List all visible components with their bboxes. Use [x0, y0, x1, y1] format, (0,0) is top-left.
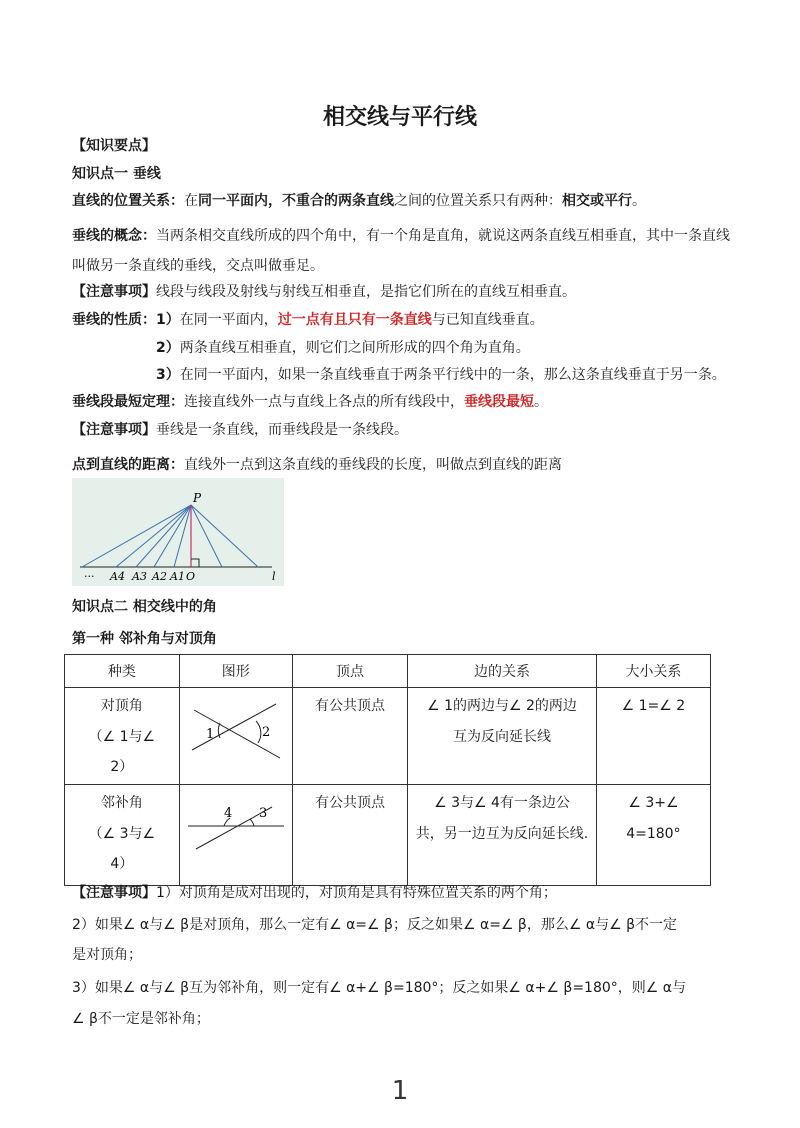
- size-line-1: ∠ 3+∠: [628, 795, 679, 811]
- page-number: 1: [391, 1076, 409, 1106]
- notes-label: 【注意事项】: [72, 885, 156, 901]
- concept-label: 垂线的概念：: [72, 228, 156, 244]
- concept-line-1: [72, 226, 730, 246]
- kind-line-3: 4）: [110, 856, 134, 872]
- position-text-2: 之间的位置关系只有两种：: [394, 193, 562, 209]
- size-line-2: 4=180°: [626, 826, 681, 842]
- property-line-3: [156, 365, 726, 385]
- label-a3: A3: [132, 570, 147, 583]
- note1-line: [72, 282, 576, 302]
- perpendicular-distance-diagram: [72, 478, 284, 586]
- property-label: 垂线的性质：: [72, 312, 156, 328]
- notes-line-5: ∠ β不一定是邻补角；: [72, 1011, 210, 1027]
- edge-line-2: 共，另一边互为反向延长线.: [415, 826, 589, 842]
- type-heading: 第一种 邻补角与对顶角: [72, 631, 217, 647]
- notes-text-1: 1）对顶角是成对出现的，对顶角是具有特殊位置关系的两个角；: [156, 885, 557, 901]
- prop1-text-2: 与已知直线垂直。: [431, 312, 544, 328]
- size-line-1: ∠ 1=∠ 2: [621, 698, 686, 714]
- shortest-text: 连接直线外一点与直线上各点的所有线段中，: [184, 394, 464, 410]
- prop1-red: 过一点有且只有一条直线: [277, 312, 432, 328]
- label-a4: A4: [110, 570, 125, 583]
- header-vertex: 顶点: [292, 655, 408, 688]
- position-text-3: 。: [632, 193, 646, 209]
- adjacent-angles-figure: [180, 785, 292, 881]
- ray-right-2: [191, 505, 258, 567]
- prop1-num: 1）: [156, 312, 180, 328]
- point2-heading: 知识点二 相交线中的角: [72, 599, 217, 615]
- distance-line: [72, 455, 562, 475]
- cell-size-relation: [596, 785, 710, 886]
- cell-figure: [179, 688, 292, 785]
- shortest-line: [72, 392, 548, 412]
- concept-line-2: 叫做另一条直线的垂线，交点叫做垂足。: [72, 258, 324, 274]
- note2-line: [72, 420, 408, 440]
- angles-table: [64, 654, 711, 886]
- arc-angle-2: [256, 721, 261, 743]
- page-title: 相交线与平行线: [322, 105, 477, 130]
- label-dots: ···: [84, 570, 95, 583]
- ray-a4: [116, 505, 191, 567]
- right-angle-mark: [191, 559, 199, 567]
- position-label: 直线的位置关系：: [72, 193, 184, 209]
- ray-right-1: [191, 505, 222, 567]
- notes-line-3: 是对顶角；: [72, 947, 142, 963]
- kind-line-1: 对顶角: [100, 698, 143, 714]
- vertical-angles-figure: [180, 688, 292, 780]
- notes-line-2: 2）如果∠ α与∠ β是对顶角，那么一定有∠ α=∠ β；反之如果∠ α=∠ β，那么∠ α与∠ β不一定: [72, 917, 678, 933]
- note1-label: 【注意事项】: [72, 284, 156, 300]
- cell-vertex: [292, 688, 408, 785]
- cell-kind: [65, 688, 180, 785]
- header-edge-relation: 边的关系: [408, 655, 597, 688]
- cell-figure: [179, 785, 292, 886]
- kind-line-1: 邻补角: [100, 795, 143, 811]
- label-l: l: [272, 570, 276, 583]
- prop2-text: 两条直线互相垂直，则它们之间所形成的四个角为直角。: [179, 340, 530, 356]
- cell-kind: [65, 785, 180, 886]
- arc-angle-3: [250, 819, 254, 826]
- prop2-num: 2）: [156, 340, 180, 356]
- concept-text-1: 当两条相交直线所成的四个角中，有一个角是直角，就说这两条直线互相垂直，其中一条直线: [156, 228, 730, 244]
- point1-heading: 知识点一 垂线: [72, 166, 161, 182]
- shortest-red: 垂线段最短: [464, 394, 534, 410]
- shortest-end: 。: [534, 394, 548, 410]
- label-angle-3: 3: [258, 806, 267, 821]
- position-bold-2: 相交或平行: [562, 193, 632, 209]
- label-a1: A1: [170, 570, 185, 583]
- cell-vertex: [292, 785, 408, 886]
- label-a2: A2: [152, 570, 167, 583]
- kind-line-2: （∠ 1与∠: [88, 729, 156, 745]
- position-relation-line: [72, 191, 646, 211]
- table-header-row: [65, 655, 711, 688]
- vertex-text: 有公共顶点: [314, 698, 385, 714]
- label-angle-2: 2: [261, 725, 270, 740]
- cell-edge-relation: [408, 785, 597, 886]
- perpendicular-distance-figure: [72, 478, 284, 586]
- prop1-text-1: 在同一平面内，: [179, 312, 278, 328]
- cell-size-relation: [596, 688, 710, 785]
- header-figure: 图形: [179, 655, 292, 688]
- edge-line-1: ∠ 1的两边与∠ 2的两边: [427, 698, 577, 714]
- note1-text: 线段与线段及射线与射线互相垂直，是指它们所在的直线互相垂直。: [156, 284, 576, 300]
- ray-a2: [154, 505, 191, 567]
- vertex-text: 有公共顶点: [314, 795, 385, 811]
- kind-line-2: （∠ 3与∠: [88, 826, 156, 842]
- cell-edge-relation: [408, 688, 597, 785]
- table-row: [65, 688, 711, 785]
- header-kind: 种类: [65, 655, 180, 688]
- notes-line-4: 3）如果∠ α与∠ β互为邻补角，则一定有∠ α+∠ β=180°；反之如果∠ α+∠ β=180°，则∠ α与: [72, 980, 686, 996]
- prop3-num: 3）: [156, 367, 180, 383]
- position-bold-1: 同一平面内，不重合的两条直线: [198, 193, 394, 209]
- property-line-2: [156, 338, 530, 358]
- distance-text: 直线外一点到这条直线的垂线段的长度，叫做点到直线的距离: [184, 457, 562, 473]
- distance-label: 点到直线的距离：: [72, 457, 184, 473]
- kind-line-3: 2）: [110, 759, 134, 775]
- position-text-1: 在: [184, 193, 198, 209]
- arc-angle-1: [218, 723, 220, 738]
- label-angle-4: 4: [223, 806, 232, 821]
- edge-line-2: 互为反向延长线: [453, 729, 552, 745]
- property-line-1: [72, 310, 544, 330]
- edge-line-1: ∠ 3与∠ 4有一条边公: [434, 795, 570, 811]
- label-o: O: [186, 570, 196, 583]
- table-row: [65, 785, 711, 886]
- prop3-text: 在同一平面内，如果一条直线垂直于两条平行线中的一条，那么这条直线垂直于另一条。: [179, 367, 726, 383]
- header-size-relation: 大小关系: [596, 655, 710, 688]
- label-p: P: [193, 491, 202, 505]
- note2-text: 垂线是一条直线，而垂线段是一条线段。: [156, 422, 408, 438]
- ray-left-edge: [82, 505, 191, 567]
- section-header: 【知识要点】: [72, 138, 156, 154]
- label-angle-1: 1: [205, 727, 214, 742]
- notes-line-1: [72, 883, 557, 903]
- shortest-label: 垂线段最短定理：: [72, 394, 184, 410]
- note2-label: 【注意事项】: [72, 422, 156, 438]
